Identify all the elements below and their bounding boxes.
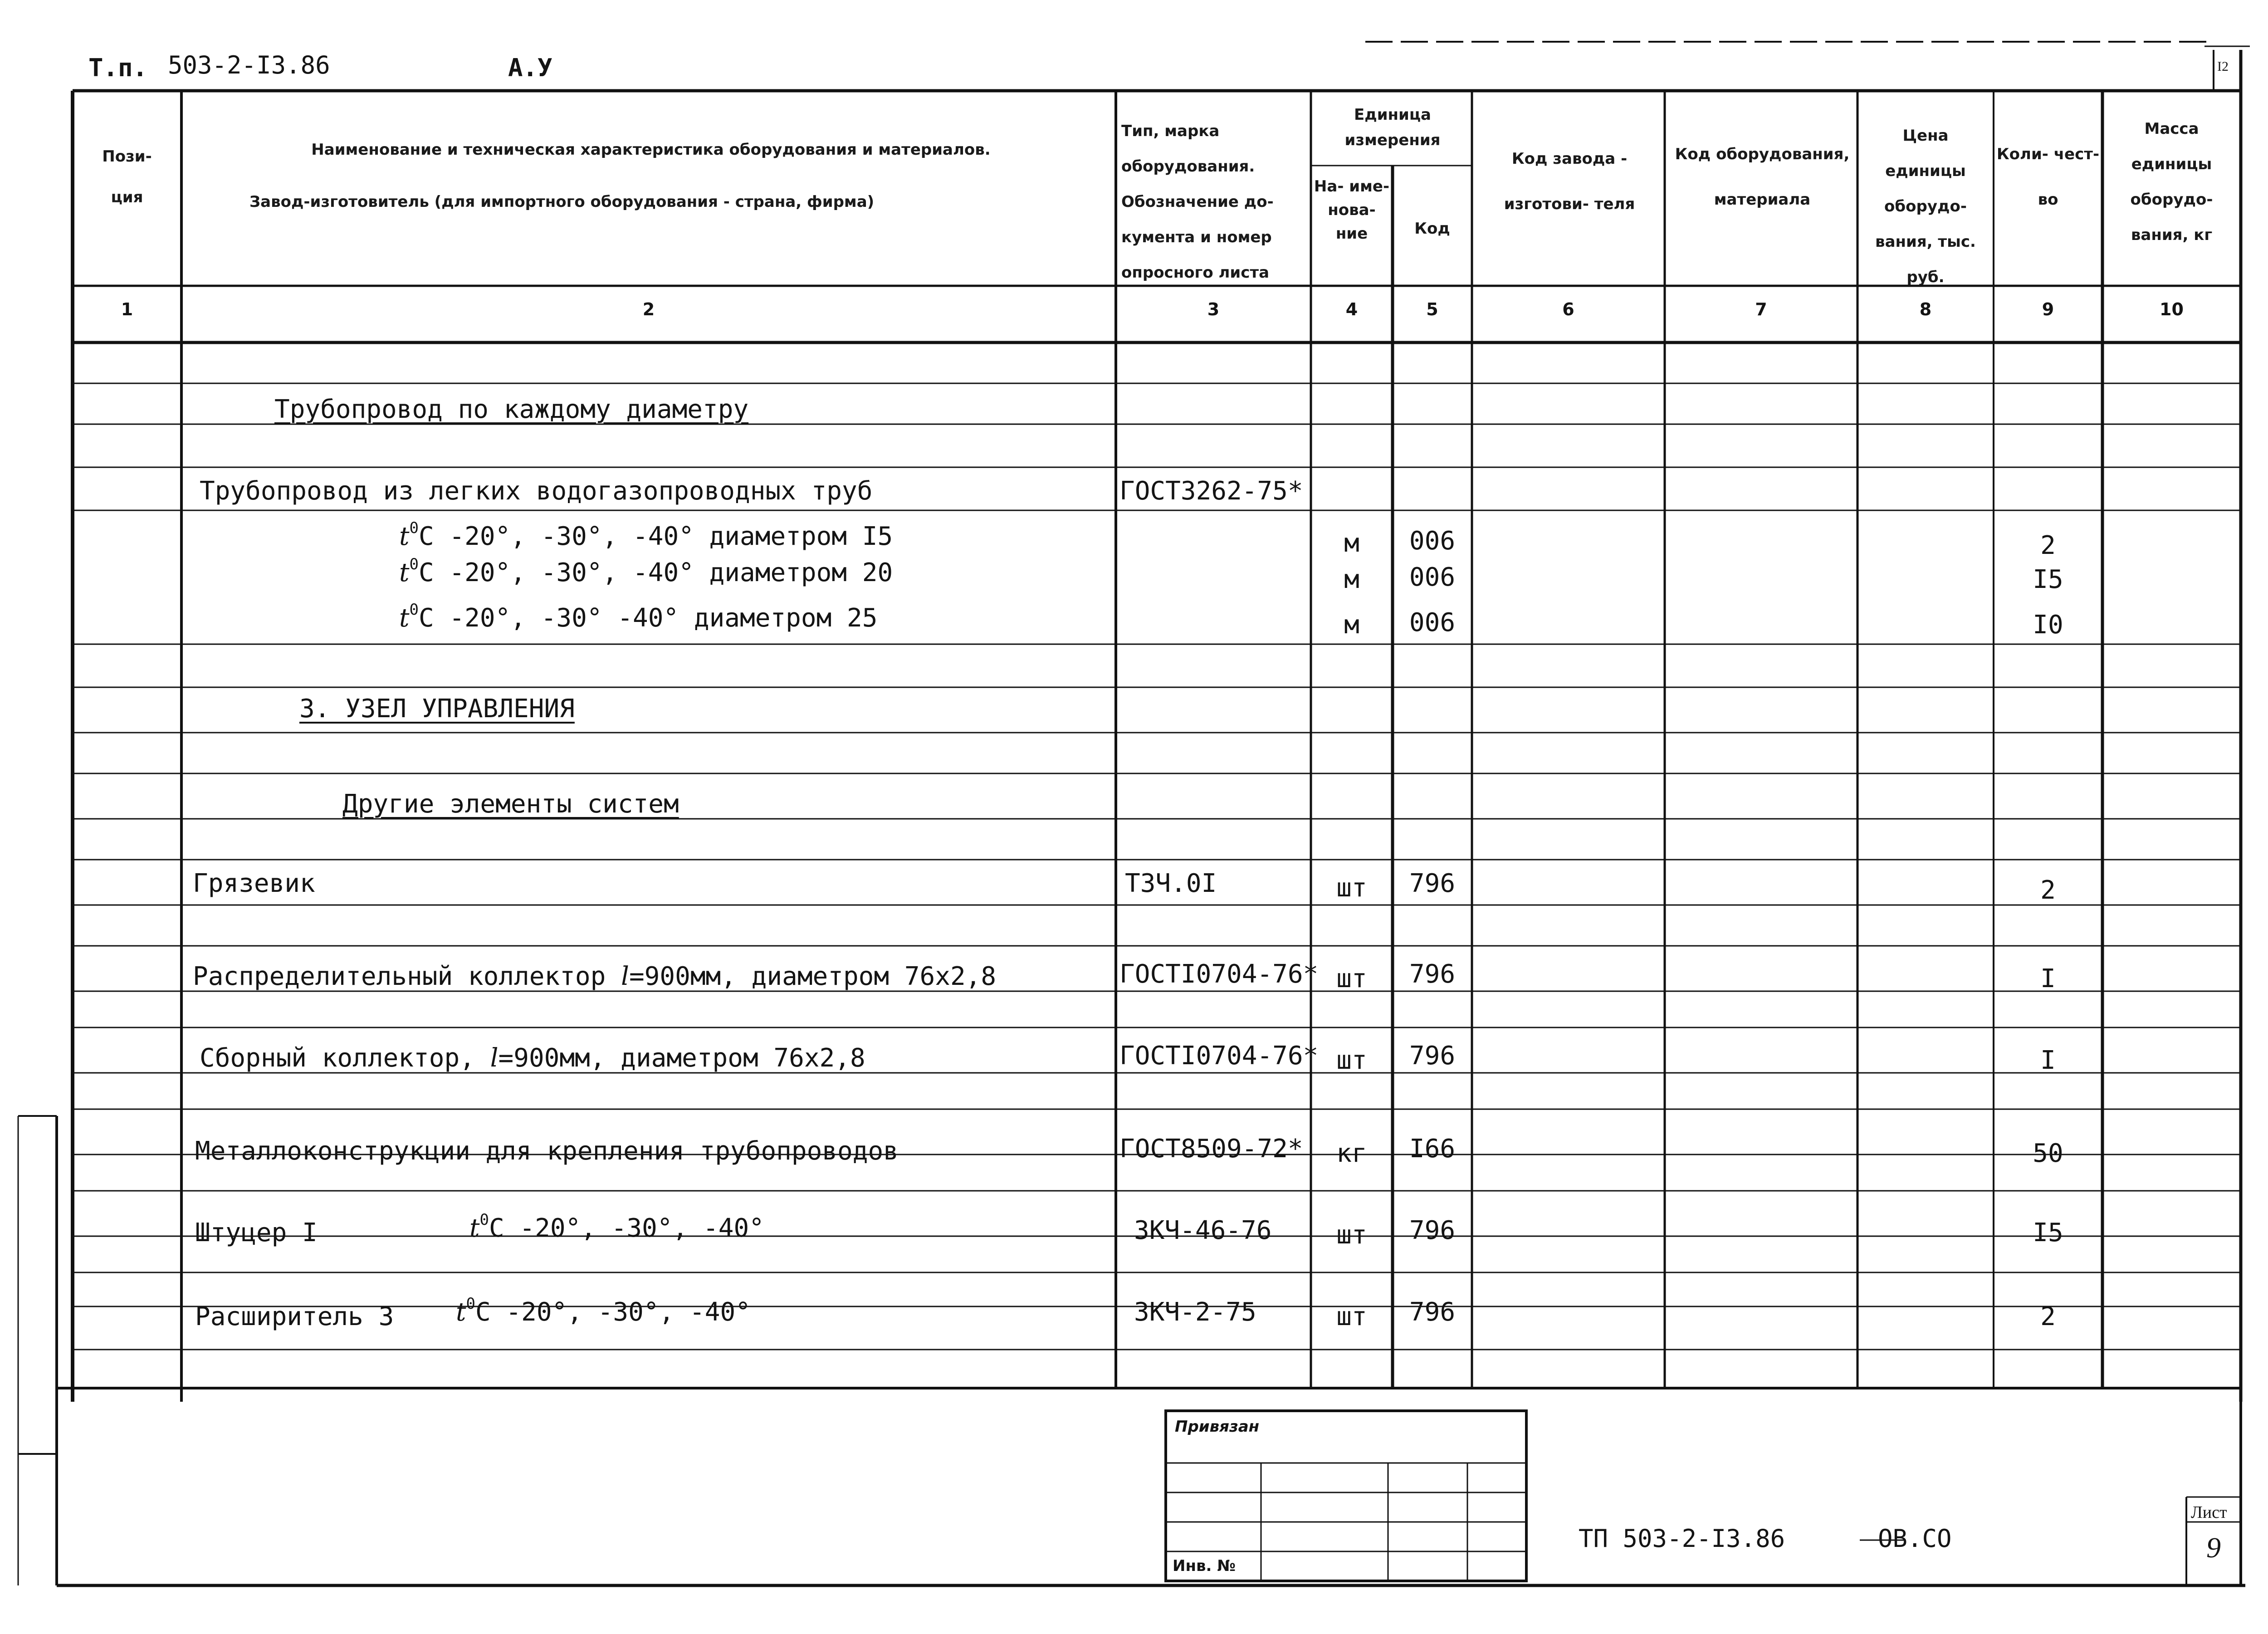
row-diameter-20-text: С -20°, -30°, -40° диаметром 20 <box>419 558 893 587</box>
section-control-unit: 3. УЗЕЛ УПРАВЛЕНИЯ <box>299 694 575 724</box>
col-number-2: 2 <box>642 299 655 319</box>
stamp-list-number: 9 <box>2206 1531 2221 1564</box>
row-metal-structures-doc: ГОСТ8509-72* <box>1119 1134 1303 1164</box>
page-corner-number: I2 <box>2217 59 2229 74</box>
row-diameter-25-unit: м <box>1344 610 1359 640</box>
row-diameter-15-unit: м <box>1344 528 1359 558</box>
length-l-symbol: l <box>490 1043 499 1073</box>
temperature-t-symbol: t <box>399 522 410 551</box>
col-number-4: 4 <box>1345 299 1358 319</box>
col-header-doc: Тип, марка оборудования. Обозначение до- кумента и номер опросного листа <box>1121 122 1274 282</box>
stamp-doc-code: ТП 503-2-I3.86 <box>1579 1524 1785 1553</box>
row-collecting-collector-text: Сборный коллектор, <box>200 1043 475 1073</box>
stamp-sheet-mark: ОВ.СО <box>1878 1524 1952 1553</box>
length-l-symbol: l <box>621 962 629 991</box>
row-dirt-trap-doc: ТЗЧ.0I <box>1125 869 1217 898</box>
row-fitting-doc: ЗКЧ-46-76 <box>1134 1216 1272 1245</box>
stamp-inv-no: Инв. № <box>1173 1557 1236 1575</box>
row-diameter-15: $t^0С$ -20°, -30°, -40° диаметром I5 <box>399 519 893 551</box>
row-pipeline-light: Трубопровод из легких водогазопроводных труб <box>200 476 873 506</box>
col-number-6: 6 <box>1562 299 1574 319</box>
row-expander-doc: ЗКЧ-2-75 <box>1134 1297 1256 1327</box>
tp-number: 503-2-I3.86 <box>168 51 330 79</box>
row-fitting-unit: шт <box>1336 1220 1367 1250</box>
col-header-unit-name: На- име- нова- ние <box>1314 177 1390 243</box>
row-diameter-20-unit: м <box>1344 565 1359 594</box>
row-diameter-25-text: С -20°, -30° -40° диаметром 25 <box>419 603 878 633</box>
col-header-position: Пози- ция <box>102 147 152 206</box>
row-metal-structures-qty: 50 <box>2033 1139 2063 1168</box>
col-header-quantity: Коли- чест- во <box>1996 145 2100 209</box>
row-fitting-code: 796 <box>1409 1216 1456 1245</box>
row-collecting-collector-code: 796 <box>1409 1041 1456 1071</box>
row-expander-code: 796 <box>1409 1297 1456 1327</box>
tp-label: Т.п. <box>88 54 148 82</box>
row-collecting-collector-spec: =900мм, диаметром 76х2,8 <box>498 1043 865 1073</box>
row-distribution-collector-code: 796 <box>1409 959 1456 989</box>
col-number-8: 8 <box>1919 299 1932 319</box>
col-number-5: 5 <box>1426 299 1438 319</box>
row-diameter-15-text: С -20°, -30°, -40° диаметром I5 <box>419 522 893 551</box>
row-fitting-temperature: $t^0С$ -20°, -30°, -40° <box>469 1211 764 1243</box>
col-header-mass: Масса единицы оборудо- вания, кг <box>2130 120 2213 244</box>
row-fitting <box>195 1218 318 1248</box>
row-expander-temperature: $t^0С$ -20°, -30°, -40° <box>456 1295 751 1327</box>
row-distribution-collector <box>193 962 996 991</box>
col-number-10: 10 <box>2160 299 2184 319</box>
section-other-elements: Другие элементы систем <box>342 789 679 819</box>
row-collecting-collector-qty: I <box>2040 1046 2056 1075</box>
row-collecting-collector-doc: ГОСТI0704-76* <box>1119 1041 1319 1071</box>
album-label: А.У <box>508 54 552 82</box>
row-distribution-collector-spec: =900мм, диаметром 76х2,8 <box>629 962 997 991</box>
row-diameter-20-qty: I5 <box>2033 565 2063 594</box>
row-expander-temp-values: С -20°, -30°, -40° <box>475 1297 751 1327</box>
row-expander-text: Расширитель 3 <box>195 1302 394 1331</box>
row-diameter-25-qty: I0 <box>2033 610 2063 640</box>
row-distribution-collector-doc: ГОСТI0704-76* <box>1119 959 1319 989</box>
row-fitting-temp-values: С -20°, -30°, -40° <box>489 1213 764 1243</box>
col-header-name-line2: Завод-изготовитель (для импортного оборудования - страна, фирма) <box>249 193 875 211</box>
temperature-t-symbol: t <box>399 603 410 633</box>
row-collecting-collector-unit: шт <box>1336 1046 1367 1075</box>
row-dirt-trap: Грязевик <box>193 869 315 898</box>
row-pipeline-heading: Трубопровод по каждому диаметру <box>274 395 749 424</box>
row-pipeline-light-doc: ГОСТ3262-75* <box>1119 476 1303 506</box>
row-dirt-trap-unit: шт <box>1336 873 1367 903</box>
row-collecting-collector <box>200 1043 865 1073</box>
row-distribution-collector-text: Распределительный коллектор <box>193 962 606 991</box>
col-header-name-line1: Наименование и техническая характеристика оборудования и материалов. <box>311 141 991 159</box>
col-header-unit-code: Код <box>1414 220 1450 238</box>
col-header-price: Цена единицы оборудо- вания, тыс. руб. <box>1875 127 1976 286</box>
row-diameter-25: $t^0С$ -20°, -30° -40° диаметром 25 <box>399 601 878 633</box>
temperature-t-symbol: t <box>456 1297 466 1327</box>
row-dirt-trap-qty: 2 <box>2040 876 2056 905</box>
row-metal-structures-unit: кг <box>1336 1139 1367 1168</box>
row-expander-unit: шт <box>1336 1302 1367 1331</box>
row-diameter-20: $t^0С$ -20°, -30°, -40° диаметром 20 <box>399 555 893 587</box>
temperature-t-symbol: t <box>469 1213 480 1243</box>
col-number-3: 3 <box>1207 299 1220 319</box>
stamp-privyazan: Привязан <box>1175 1418 1260 1436</box>
col-number-1: 1 <box>121 299 133 319</box>
row-expander <box>195 1302 394 1331</box>
row-diameter-25-code: 006 <box>1409 608 1456 637</box>
row-diameter-20-code: 006 <box>1409 563 1456 592</box>
row-expander-qty: 2 <box>2040 1302 2056 1331</box>
row-distribution-collector-unit: шт <box>1336 964 1367 993</box>
row-fitting-text: Штуцер I <box>195 1218 318 1248</box>
temperature-t-symbol: t <box>399 558 410 587</box>
row-fitting-qty: I5 <box>2033 1218 2063 1248</box>
col-header-equipment-code: Код оборудования, материала <box>1675 145 1850 209</box>
row-distribution-collector-qty: I <box>2040 964 2056 993</box>
row-metal-structures: Металлоконструкции для крепления трубопроводов <box>195 1136 899 1166</box>
col-number-7: 7 <box>1755 299 1767 319</box>
row-diameter-15-code: 006 <box>1409 526 1456 556</box>
col-header-unit-group: Единица измерения <box>1344 106 1441 149</box>
row-metal-structures-code: I66 <box>1409 1134 1456 1164</box>
stamp-list-label: Лист <box>2191 1503 2227 1522</box>
row-diameter-15-qty: 2 <box>2040 531 2056 560</box>
col-header-factory-code: Код завода - изготови- теля <box>1504 150 1635 213</box>
col-number-9: 9 <box>2042 299 2054 319</box>
row-dirt-trap-code: 796 <box>1409 869 1456 898</box>
